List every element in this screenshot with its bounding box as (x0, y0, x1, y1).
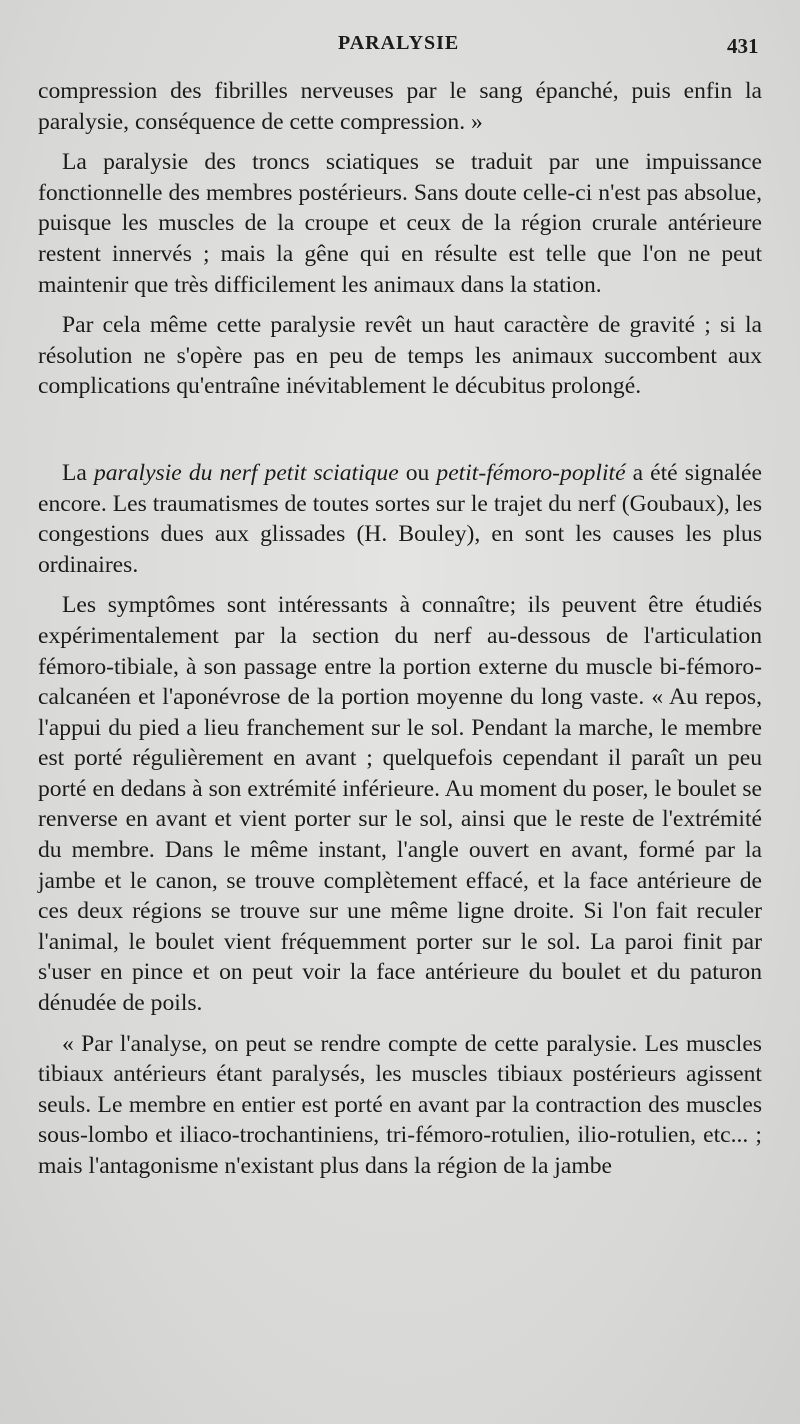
paragraph-gravity: Par cela même cette paralysie revêt un haut caractère de gravité ; si la résolution ne s'opère pas en peu de temps les animaux succombent aux complications qu'entraîne inévitablement le décubitus prolongé. (38, 312, 762, 400)
paragraph-lead: La (62, 459, 87, 486)
italic-term-small-sciatic: paralysie du nerf petit sciatique (93, 459, 399, 486)
page-number: 431 (727, 34, 759, 58)
paragraph-causes: a été signalée encore. Les traumatismes de toutes sortes sur le trajet du nerf (Goubaux), les congestions dues aux glissades (H. Bouley), en sont les causes les plus ordinaires. (38, 459, 763, 578)
paragraph-symptoms: Les symptômes sont intéressants à connaître; ils peuvent être étudiés expérimentalement par la section du nerf au-dessous de l'articulation fémoro-tibiale, à son passage entre la portion externe du muscle bi-fémoro-calcanéen et l'aponévrose de la portion moyenne du long vaste. « Au repos, l'appui du pied a lieu franchement sur le sol. Pendant la marche, le membre est porté régulièrement en avant ; quelquefois cependant il paraît un peu porté en dedans à son extrémité inférieure. Au moment du poser, le boulet se renverse en avant et vient porter sur le sol, ainsi que le reste de l'extrémité du membre. Dans le même instant, l'angle ouvert en avant, formé par la jambe et le canon, se trouve complètement effacé, et la face antérieure de ces deux régions se trouve sur une même ligne droite. Si l'on fait reculer l'animal, le boulet vient fréquemment porter sur le sol. La paroi finit par s'user en pince et on peut voir la face antérieure du boulet et du paturon dénudée de poils. (38, 592, 762, 1017)
paragraph-small-sciatic (38, 458, 762, 580)
paragraph-analysis: « Par l'analyse, on peut se rendre compte de cette paralysie. Les muscles tibiaux antérieurs étant paralysés, les muscles tibiaux postérieurs agissent seuls. Le membre en entier est porté en avant par la contraction des muscles sous-lombo et iliaco-trochantiniens, tri-fémoro-rotulien, ilio-rotulien, etc... ; mais l'antagonisme n'existant plus dans la région de la jambe (38, 1030, 762, 1179)
paragraph-sciatic-trunks: La paralysie des troncs sciatiques se traduit par une impuissance fonctionnelle des membres postérieurs. Sans doute celle-ci n'est pas absolue, puisque les muscles de la croupe et ceux de la région crurale antérieure restent innervés ; mais la gêne qui en résulte est telle que l'on ne peut maintenir que très difficilement les animaux dans la station. (38, 149, 762, 298)
body-text (38, 76, 762, 1182)
page-header (0, 32, 800, 62)
paragraph-compression: compression des fibrilles nerveuses par le sang épanché, puis enfin la paralysie, conséquence de cette compression. » (38, 78, 762, 135)
paragraph-connector: ou (405, 459, 430, 486)
running-title: PARALYSIE (338, 32, 460, 54)
italic-term-femoro-popliteal: petit-fémoro-poplité (436, 459, 626, 486)
